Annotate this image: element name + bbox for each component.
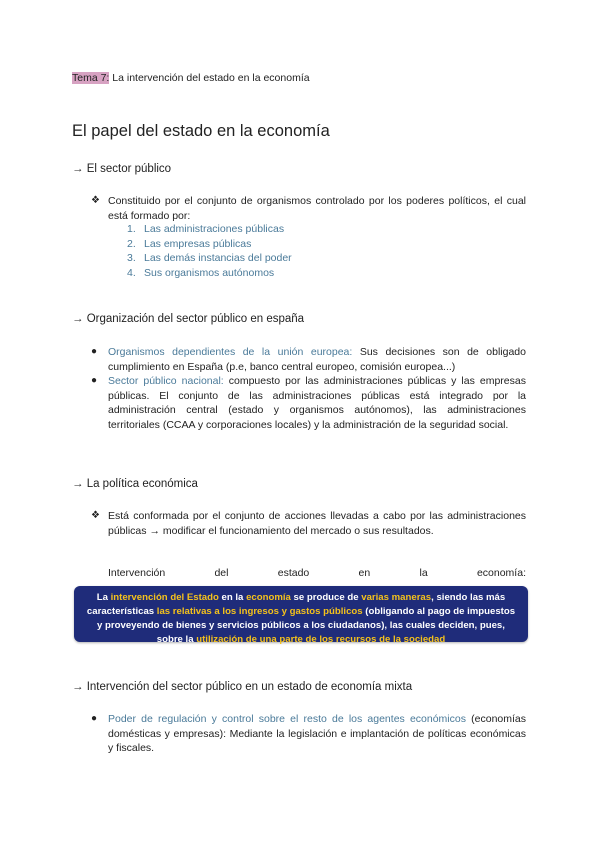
bullet-term: Organismos dependientes de la unión europea:	[108, 346, 353, 358]
paragraph-text: Está conformada por el conjunto de acciones llevadas a cabo por las administraciones públicas → modificar el funcionamiento del mercado o sus resultados.	[108, 510, 526, 537]
bullet-poder-regulacion	[91, 712, 527, 756]
bullet-icon: ●	[91, 375, 98, 386]
page-title: El papel del estado en la economía	[72, 122, 330, 140]
bullet-term: Sector público nacional:	[108, 375, 224, 387]
paragraph-text: Constituido por el conjunto de organismos controlado por los poderes políticos, el cual está formado por:	[108, 195, 526, 222]
definition-banner: La intervención del Estado en la economía se produce de varias maneras, siendo las más características las relativas a los ingresos y gastos públicos (obligando al pago de impuestos y proveyendo de bienes y servicios públicos a los ciudadanos), las cuales deciden, pues, sobre la utilización de una parte de los recursos de la sociedad	[74, 586, 528, 642]
bullet-icon: ●	[91, 713, 98, 724]
section-head-organizacion: → Organización del sector público en españa	[72, 313, 305, 325]
list-item: 1. Las administraciones públicas	[127, 223, 285, 235]
bullet-text: Sus decisiones son de obligado cumplimiento en España (p.e, banco central europeo, comisión europea...)	[108, 346, 526, 373]
diamond-bullet-icon: ❖	[91, 195, 100, 206]
ordered-list-sector-publico	[127, 222, 292, 280]
section-head-sector-publico: → El sector público	[72, 163, 172, 175]
bullet-sector-nacional	[91, 374, 526, 432]
bullet-icon: ●	[91, 346, 98, 357]
spread-line: Intervención del estado en la economía:	[108, 567, 526, 579]
section-head-economia-mixta: → Intervención del sector público en un estado de economía mixta	[72, 681, 413, 693]
section-head-politica: → La política económica	[72, 478, 198, 490]
paragraph-sector-publico	[91, 194, 526, 223]
paragraph-politica	[91, 509, 526, 538]
bullet-term: Poder de regulación y control sobre el resto de los agentes económicos	[108, 713, 466, 725]
bullet-text: (economías domésticas y empresas): Mediante la legislación e implantación de políticas económicas y fiscales.	[108, 713, 527, 755]
tema-tag: Tema 7:	[72, 72, 110, 84]
bullet-text: compuesto por las administraciones públicas y las empresas públicas. El conjunto de las administraciones públicas está integrado por la administración central (estado y organismos autónomos), las administraciones territoriales (CCAA y corporaciones locales) y la administración de la seguridad social.	[108, 375, 526, 431]
list-item: 2. Las empresas públicas	[127, 237, 252, 250]
bullet-organismos-ue	[91, 345, 526, 374]
tema-title: La intervención del estado en la economía	[109, 72, 310, 84]
tema-header	[72, 72, 310, 84]
list-item: 4. Sus organismos autónomos	[127, 266, 275, 279]
diamond-bullet-icon: ❖	[91, 510, 100, 521]
list-item: 3. Las demás instancias del poder	[127, 252, 292, 265]
